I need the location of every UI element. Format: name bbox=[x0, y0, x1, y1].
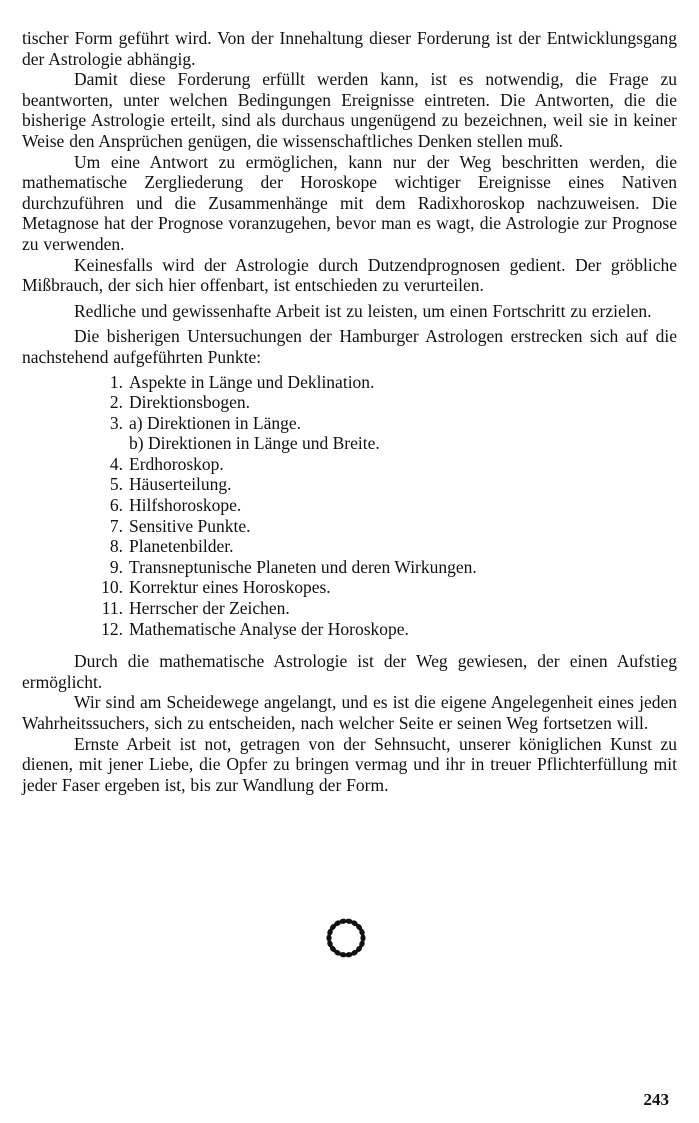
paragraph-4: Keinesfalls wird der Astrologie durch Dutzendprognosen gedient. Der gröbliche Mißbrauch, der sich hier offenbart, ist entschieden zu verurteilen. bbox=[22, 254, 677, 296]
list-item bbox=[22, 392, 677, 413]
paragraph-1: tischer Form geführt wird. Von der Innehaltung dieser Forderung ist der Entwicklungsgang der Astrologie abhängig. bbox=[22, 28, 677, 69]
list-item-text: Erdhoroskop. bbox=[129, 453, 224, 474]
list-item-number: 11. bbox=[101, 598, 123, 619]
list-item bbox=[22, 372, 677, 393]
list-item bbox=[22, 495, 677, 516]
list-item-number: 2. bbox=[109, 392, 123, 413]
topic-list bbox=[22, 372, 677, 640]
list-item bbox=[22, 577, 677, 598]
list-item-text: Hilfshoroskope. bbox=[129, 495, 242, 516]
paragraph-7: Durch die mathematische Astrologie ist der Weg gewiesen, der einen Aufstieg ermöglicht. bbox=[22, 651, 677, 692]
list-item bbox=[22, 454, 677, 475]
paragraph-3: Um eine Antwort zu ermöglichen, kann nur der Weg beschritten werden, die mathematische Zergliederung der Horoskope wichtiger Ereignisse eines Nativen durchzuführen und die Zusammenhänge mit dem Radixhoroskop nachzuweisen. Die Metagnose hat der Prognose voranzugehen, bevor man es wagt, die Astrologie zur Prognose zu verwenden. bbox=[22, 151, 677, 254]
list-item-text: b) Direktionen in Länge und Breite. bbox=[129, 433, 380, 454]
list-item-number: 5. bbox=[109, 474, 123, 495]
list-item-text: Herrscher der Zeichen. bbox=[129, 598, 290, 619]
list-item bbox=[22, 474, 677, 495]
page-text bbox=[22, 28, 677, 795]
list-item-number: 6. bbox=[109, 495, 123, 516]
page-number: 243 bbox=[643, 1090, 669, 1109]
list-item-text: Häuserteilung. bbox=[129, 474, 232, 495]
list-item-text: a) Direktionen in Länge. bbox=[129, 412, 302, 433]
list-item-text: Planetenbilder. bbox=[129, 536, 234, 557]
paragraph-5: Redliche und gewissenhafte Arbeit ist zu leisten, um einen Fortschritt zu erzielen. bbox=[74, 300, 652, 321]
paragraph-9: Ernste Arbeit ist not, getragen von der Sehnsucht, unserer königlichen Kunst zu dienen, mit jener Liebe, die Opfer zu bringen vermag und ihr in treuer Pflichterfüllung mit jeder Faser ergeben ist, bis zur Wandlung der Form. bbox=[22, 733, 677, 795]
list-item-text: Direktionsbogen. bbox=[129, 392, 251, 413]
list-item bbox=[22, 557, 677, 578]
list-item-number: 4. bbox=[109, 453, 123, 474]
list-item-text: Mathematische Analyse der Horoskope. bbox=[129, 618, 409, 639]
list-item bbox=[22, 619, 677, 640]
paragraph-6: Die bisherigen Untersuchungen der Hamburger Astrologen erstrecken sich auf die nachstehend aufgeführten Punkte: bbox=[22, 326, 677, 367]
list-item bbox=[22, 516, 677, 537]
list-item-text: Sensitive Punkte. bbox=[129, 515, 251, 536]
list-item bbox=[22, 433, 677, 454]
list-item-text: Korrektur eines Horoskopes. bbox=[129, 577, 331, 598]
list-item-text: Aspekte in Länge und Deklination. bbox=[129, 371, 375, 392]
list-item-number bbox=[22, 433, 129, 454]
list-item-number: 12. bbox=[101, 618, 123, 639]
list-item-number: 9. bbox=[109, 556, 123, 577]
paragraph-8: Wir sind am Scheidewege angelangt, und es ist die eigene Angelegenheit eines jeden Wahrheitssuchers, sich zu entscheiden, nach welcher Seite er seinen Weg fortsetzen will. bbox=[22, 692, 677, 733]
list-item bbox=[22, 413, 677, 434]
list-item-text: Transneptunische Planeten und deren Wirkungen. bbox=[129, 556, 477, 577]
list-item bbox=[22, 536, 677, 557]
list-item-number: 8. bbox=[109, 536, 123, 557]
list-item-number: 3. bbox=[109, 412, 123, 433]
list-item-number: 7. bbox=[109, 515, 123, 536]
ring-ornament-icon bbox=[322, 914, 370, 962]
list-item bbox=[22, 598, 677, 619]
list-item-number: 10. bbox=[101, 577, 123, 598]
list-item-number: 1. bbox=[109, 371, 123, 392]
paragraph-2: Damit diese Forderung erfüllt werden kann, ist es notwendig, die Frage zu beantworten, unter welchen Bedingungen Ereignisse eintreten. Die Antworten, die die bisherige Astrologie erteilt, sind als durchaus ungenügend zu bezeichnen, weil sie in keiner Weise den Ansprüchen genügen, die wissenschaftliches Denken stellen muß. bbox=[22, 69, 677, 151]
